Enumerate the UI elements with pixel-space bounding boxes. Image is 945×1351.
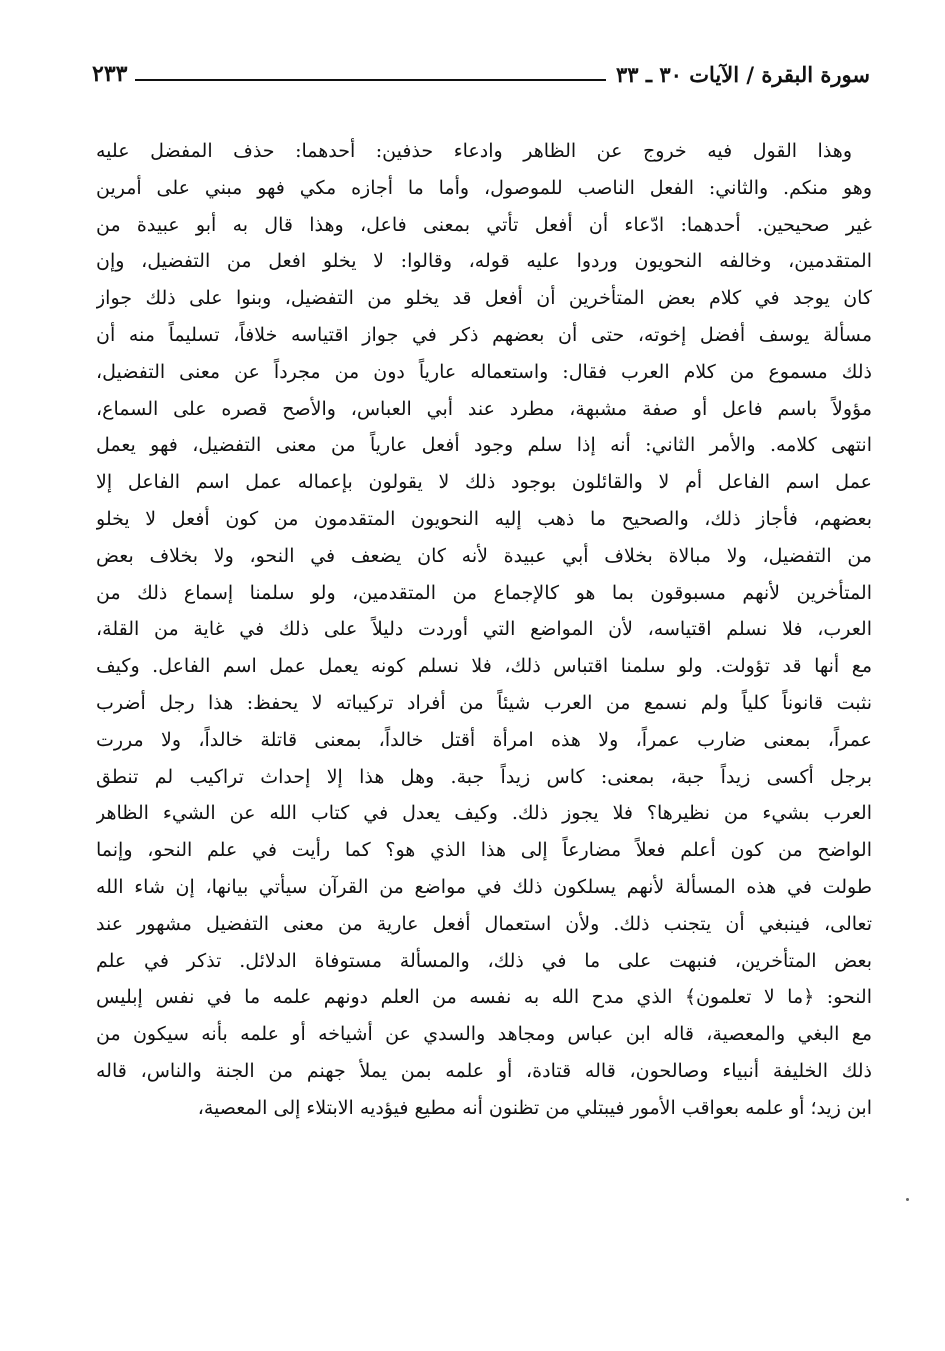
- margin-dot: [906, 1198, 909, 1201]
- text-line: بعض المتأخرين، فنبهت على ما في ذلك، والمسألة مستوفاة الدلائل. تذكر في علم: [96, 949, 872, 972]
- body-text: [96, 133, 872, 1127]
- text-line: مسألة يوسف أفضل إخوته، حتى أن بعضهم ذكر في جواز اقتياسه خلافاً، تسليماً منه أن: [96, 323, 872, 346]
- text-line: من التفضيل، ولا مبالاة بخلاف أبي عبيدة لأنه كان يضعف في النحو، ولا بخلاف بعض: [96, 544, 872, 567]
- text-line: المتأخرين لأنهم مسبوقون بما هو كالإجماع من المتقدمين، ولو سلمنا إسماع ذلك من: [96, 581, 872, 604]
- text-line: مع البغي والمعصية، قاله ابن عباس ومجاهد والسدي عن أشياخه أو علمه بأنه سيكون من: [96, 1023, 872, 1046]
- text-line: بعضهم، فأجاز ذلك، والصحيح ما ذهب إليه النحويون المتقدمون من كون أفعل لا يخلو: [96, 507, 872, 530]
- text-line: الواضح من كون أعلم فعلاً مضارعاً إلى هذا الذي هو؟ كما رأيت في علم النحو، وإنما: [96, 839, 872, 862]
- text-line: عمل اسم الفاعل أم لا والقائلون بوجود ذلك لا يقولون بإعماله عمل اسم الفاعل إلا: [96, 471, 872, 494]
- text-line: النحو: ﴿ما لا تعلمون﴾ الذي مدح الله به نفسه من العلم دونهم علمه ما في نفس إبليس: [96, 986, 872, 1009]
- text-line: ذلك الخليفة أنبياء وصالحون، قاله قتادة، أو علمه بمن يملأ جهنم من الجنة والناس، قاله: [96, 1059, 872, 1082]
- text-line: طولت في هذه المسألة لأنهم يسلكون ذلك في مواضع من القرآن سيأتي بيانها، إن شاء الله: [96, 875, 872, 898]
- text-line: عمراً، بمعنى ضارب عمراً، ولا هذه امرأة أقتل خالداً، بمعنى قاتلة خالداً، ولا مررت: [96, 728, 872, 751]
- text-line: ابن زيد؛ أو علمه بعواقب الأمور فيبتلي من تظنون أنه مطيع فيؤديه الابتلاء إلى المعصية،: [197, 1096, 872, 1119]
- running-header: [92, 54, 870, 94]
- text-line: ذلك مسموع من كلام العرب فقال: واستعماله عارياً دون من مجرداً عن معنى التفضيل،: [96, 360, 872, 383]
- text-line: المتقدمين، وخالفه النحويون وردوا عليه قوله، وقالوا: لا يخلو افعل من التفضيل، وإن: [96, 250, 872, 273]
- text-line: انتهى كلامه. والأمر الثاني: أنه إذا سلم وجود أفعل عارياً من معنى التفضيل، فهو يعمل: [96, 434, 872, 457]
- text-line: كان يوجد في كلام بعض المتأخرين أن أفعل قد يخلو من التفضيل، وبنوا على ذلك جواز: [96, 287, 872, 310]
- text-line: مع أنها قد تؤولت. ولو سلمنا اقتباس ذلك، فلا نسلم كونه يعمل عمل اسم الفاعل. وكيف: [96, 655, 872, 678]
- text-line: وهو منكم. والثاني: الفعل الناصب للموصول، وأما ما أجازه مكي فهو مبني على أمرين: [96, 176, 872, 199]
- text-line: العرب بشيء من نظيرها؟ فلا يجوز ذلك. وكيف يعدل في كتاب الله عن الشيء الظاهر: [96, 802, 872, 825]
- text-line: مؤولاً باسم فاعل أو صفة مشبهة، مطرد عند أبي العباس، والأصح قصره على السماع،: [96, 397, 872, 420]
- text-line: غير صحيحين. أحدهما: ادّعاء أن أفعل تأتي بمعنى فاعل، وهذا قال به أبو عبيدة من: [96, 213, 872, 236]
- text-line: تعالى، فينبغي أن يتجنب ذلك. ولأن استعمال أفعل عارية من معنى التفضيل مشهور عند: [96, 912, 872, 935]
- text-line: وهذا القول فيه خروج عن الظاهر وادعاء حذفين: أحدهما: حذف المفضل عليه: [96, 140, 852, 162]
- surah-title: سورة البقرة / الآيات ٣٠ ـ ٣٣: [615, 61, 870, 87]
- header-rule: [135, 79, 606, 81]
- text-line: برجل أكسى زيداً جبة، بمعنى: كاس زيداً جبة. وهل هذا إلا إحداث تراكيب لم تنطق: [96, 765, 872, 788]
- page-number: ٢٣٣: [92, 61, 128, 87]
- text-line: العرب، فلا نسلم اقتياسه، لأن المواضع التي أوردت دليلاً على ذلك في غاية من القلة،: [96, 618, 872, 641]
- text-line: نثبت قانوناً كلياً ولم نسمع من العرب شيئاً من أفراد تركيباته لا يحفظ: هذا رجل أضرب: [96, 691, 872, 714]
